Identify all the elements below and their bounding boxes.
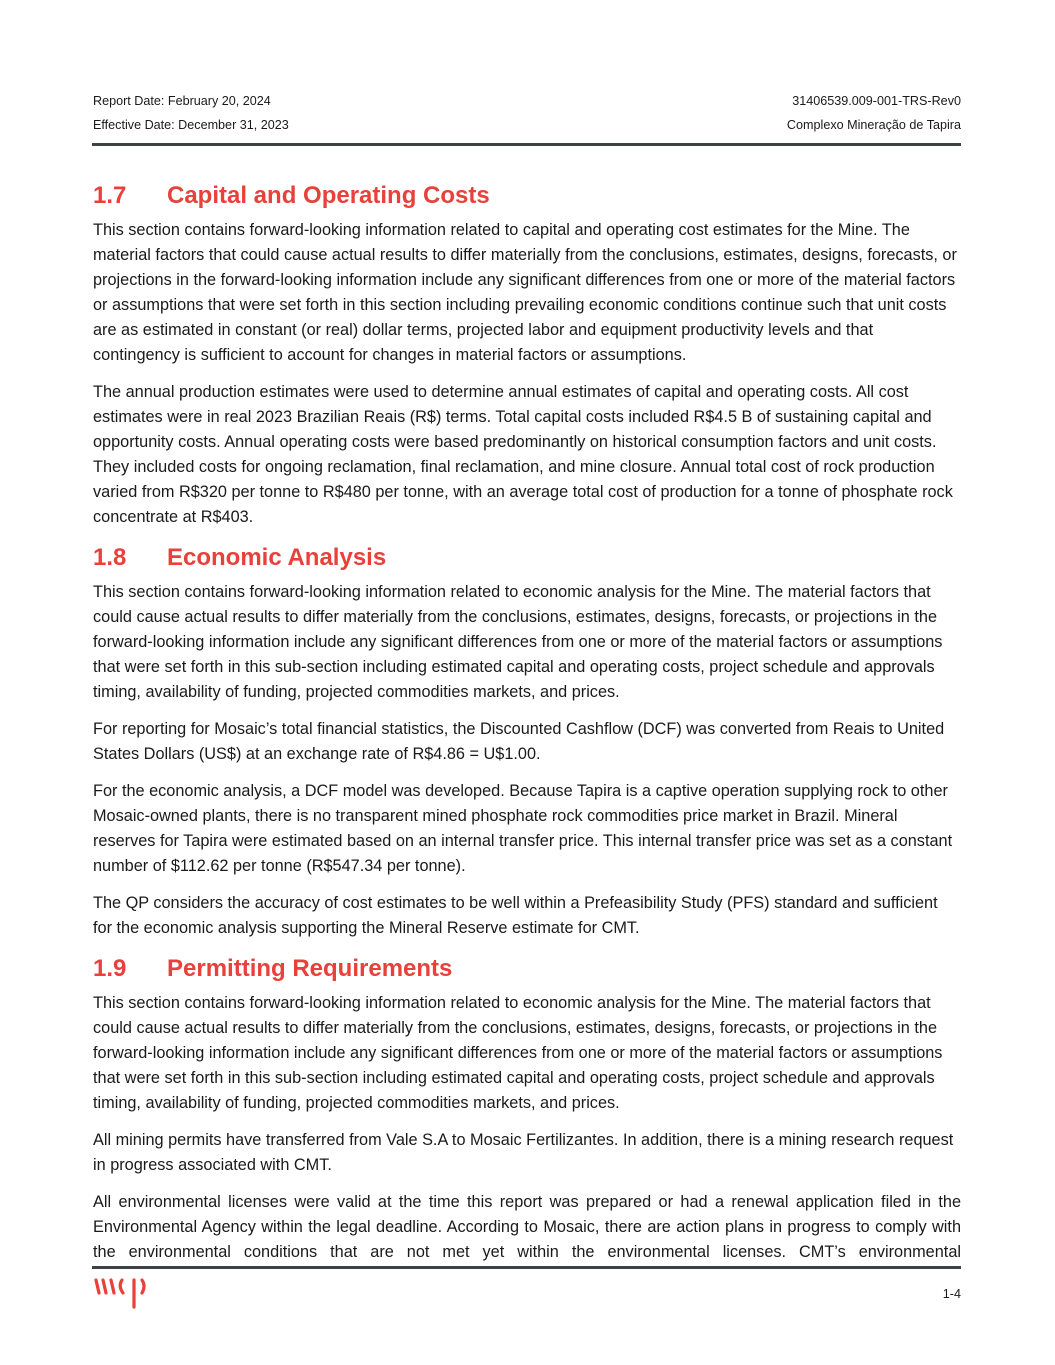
section-number: 1.9: [93, 955, 127, 982]
effective-date: Effective Date: December 31, 2023: [93, 118, 289, 132]
paragraph: The QP considers the accuracy of cost estimates to be well within a Prefeasibility Study (PFS) standard and sufficient for the economic analysis supporting the Mineral Reserve estimate for CMT.: [93, 894, 938, 937]
section-economic-analysis: [93, 542, 961, 941]
section-heading: [93, 953, 961, 985]
paragraph: For reporting for Mosaic’s total financial statistics, the Discounted Cashflow (DCF) was converted from Reais to United States Dollars (US$) at an exchange rate of R$4.86 = U$1.00.: [93, 720, 945, 763]
page-number: 1-4: [942, 1287, 961, 1301]
project-name: Complexo Mineração de Tapira: [786, 118, 961, 132]
footer-divider: [92, 1266, 961, 1269]
paragraph: All mining permits have transferred from Vale S.A to Mosaic Fertilizantes. In addition, there is a mining research request in progress associated with CMT.: [93, 1131, 954, 1174]
section-number: 1.7: [93, 182, 127, 209]
section-permitting-requirements: [93, 953, 961, 1265]
paragraph: This section contains forward-looking information related to capital and operating cost estimates for the Mine. The material factors that could cause actual results to differ materially from the conclusions, estimates, designs, forecasts, or projections in the forward-looking information include any significant differences from one or more of the material factors or assumptions that were set forth in this section including prevailing economic conditions continue such that unit costs are as estimated in constant (or real) dollar terms, projected labor and equipment productivity levels and that contingency is sufficient to account for changes in material factors or assumptions.: [93, 221, 957, 364]
header-row-2: [93, 118, 961, 132]
section-title: Capital and Operating Costs: [167, 182, 490, 209]
wsp-logo: [93, 1276, 157, 1315]
document-id: 31406539.009-001-TRS-Rev0: [792, 94, 961, 108]
paragraph: This section contains forward-looking information related to economic analysis for the Mine. The material factors that could cause actual results to differ materially from the conclusions, estimates, designs, forecasts, or projections in the forward-looking information include any significant differences from one or more of the material factors or assumptions that were set forth in this sub-section including estimated capital and operating costs, project schedule and approvals timing, availability of funding, projected commodities markets, and prices.: [93, 583, 943, 701]
report-date: Report Date: February 20, 2024: [93, 94, 271, 108]
paragraph: All environmental licenses were valid at the time this report was prepared or had a renewal application filed in the Environmental Agency within the legal deadline. According to Mosaic, there are action plans in progress to comply with the environmental conditions that are not met yet within the environmental licenses. CMT’s environmental: [93, 1193, 961, 1261]
section-title: Economic Analysis: [167, 544, 387, 571]
document-body: [93, 180, 961, 1277]
section-heading: [93, 180, 961, 212]
paragraph: This section contains forward-looking information related to economic analysis for the Mine. The material factors that could cause actual results to differ materially from the conclusions, estimates, designs, forecasts, or projections in the forward-looking information include any significant differences from one or more of the material factors or assumptions that were set forth in this sub-section including estimated capital and operating costs, project schedule and approvals timing, availability of funding, projected commodities markets, and prices.: [93, 994, 943, 1112]
paragraph: The annual production estimates were used to determine annual estimates of capital and operating costs. All cost estimates were in real 2023 Brazilian Reais (R$) terms. Total capital costs included R$4.5 B of sustaining capital and opportunity costs. Annual operating costs were based predominantly on historical consumption factors and unit costs. They included costs for ongoing reclamation, final reclamation, and mine closure. Annual total cost of rock production varied from R$320 per tonne to R$480 per tonne, with an average total cost of production for a tonne of phosphate rock concentrate at R$403.: [93, 383, 953, 526]
section-heading: [93, 542, 961, 574]
section-number: 1.8: [93, 544, 127, 571]
header-row-1: [93, 94, 961, 108]
section-title: Permitting Requirements: [167, 955, 453, 982]
paragraph: For the economic analysis, a DCF model was developed. Because Tapira is a captive operation supplying rock to other Mosaic-owned plants, there is no transparent mined phosphate rock commodities price market in Brazil. Mineral reserves for Tapira were estimated based on an internal transfer price. This internal transfer price was set as a constant number of $112.62 per tonne (R$547.34 per tonne).: [93, 782, 953, 875]
header-divider: [92, 143, 961, 146]
section-capital-operating-costs: [93, 180, 961, 530]
